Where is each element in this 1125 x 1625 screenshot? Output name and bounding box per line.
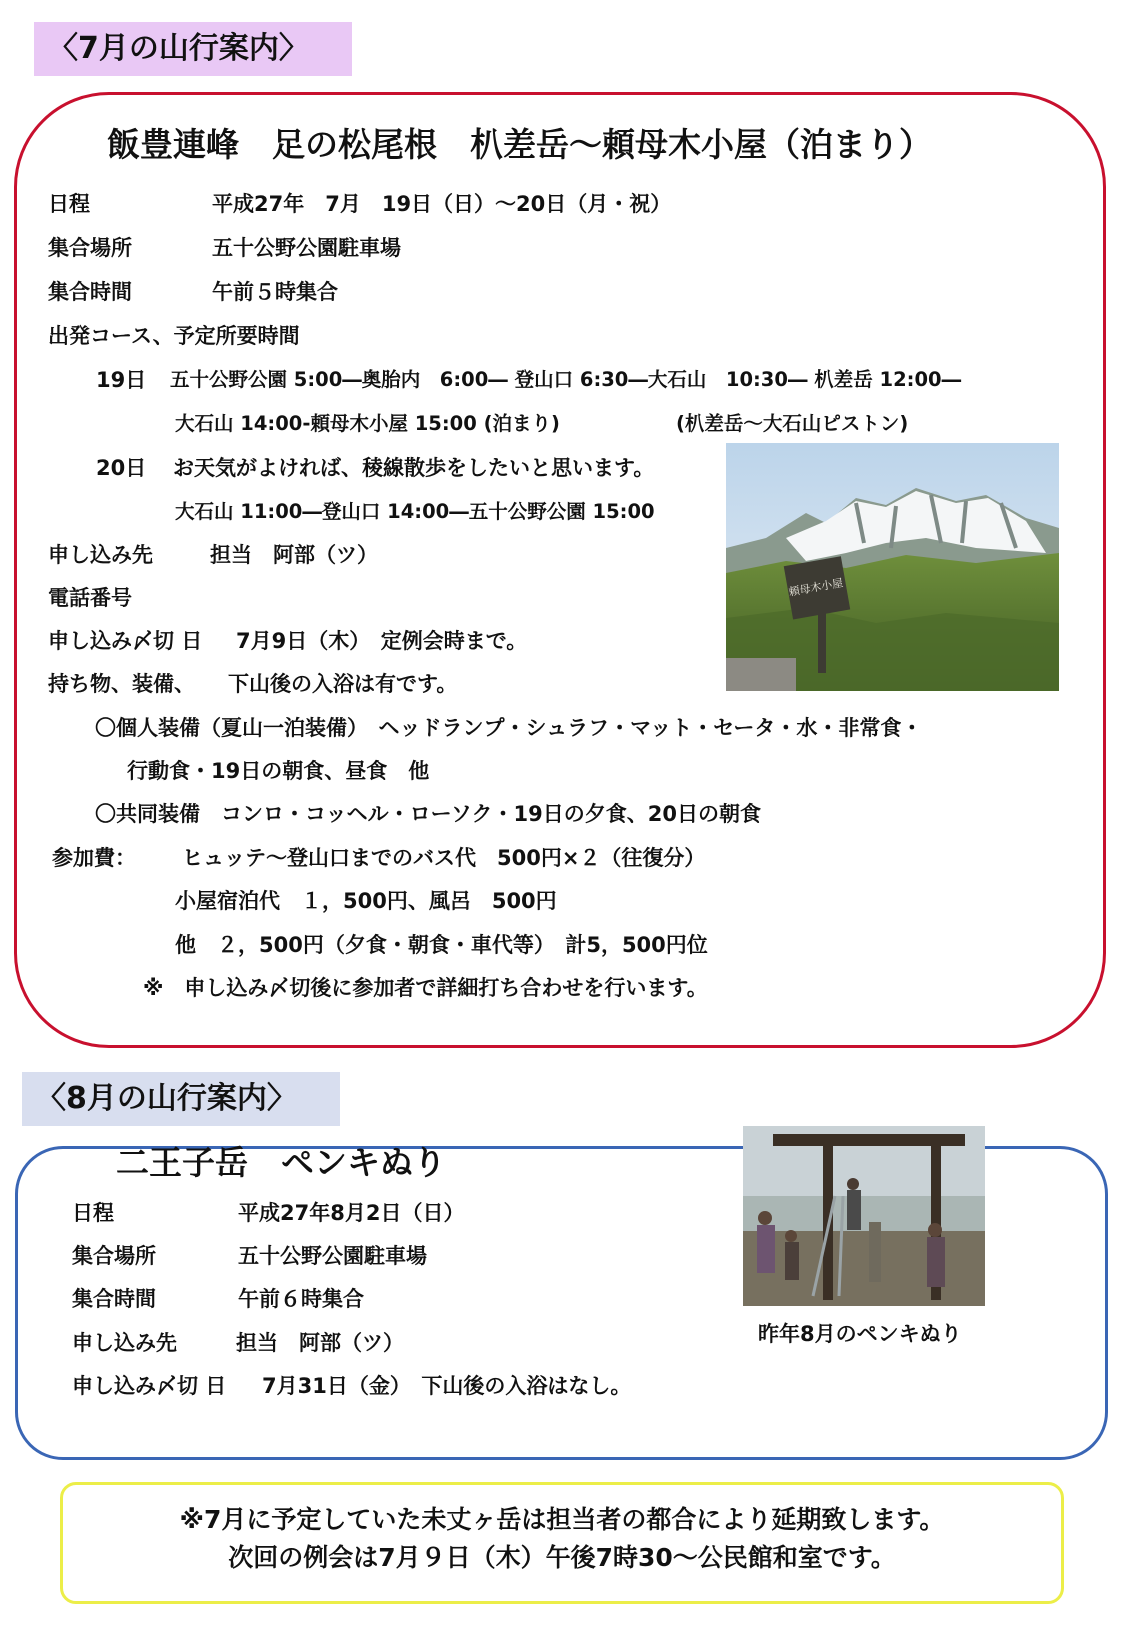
july-apply-value: 担当 阿部（ツ）	[210, 543, 378, 567]
july-day19-route-line2: 大石山 14:00-頼母木小屋 15:00 (泊まり)	[175, 412, 560, 435]
august-photo-caption: 昨年8月のペンキぬり	[758, 1322, 962, 1346]
august-meeting-place-value: 五十公野公園駐車場	[238, 1244, 427, 1268]
july-bath-note: 下山後の入浴は有です。	[228, 672, 458, 696]
july-section-header: 〈7月の山行案内〉	[34, 22, 352, 76]
notice-line1: ※7月に予定していた未丈ヶ岳は担当者の都合により延期致します。	[179, 1505, 945, 1534]
july-course-label: 出発コース、予定所要時間	[48, 324, 300, 348]
august-section-header: 〈8月の山行案内〉	[22, 1072, 340, 1126]
august-meeting-time-value: 午前６時集合	[238, 1287, 364, 1311]
july-apply-label: 申し込み先	[48, 543, 153, 567]
july-schedule-label: 日程	[48, 192, 90, 216]
july-personal-gear-line2: 行動食・19日の朝食、昼食 他	[127, 759, 430, 783]
july-meeting-place-value: 五十公野公園駐車場	[212, 236, 401, 260]
july-meeting-place-label: 集合場所	[48, 236, 132, 260]
july-day19-route-note: (朳差岳～大石山ピストン)	[676, 412, 909, 435]
august-schedule-label: 日程	[72, 1201, 114, 1225]
july-fee-line1: ヒュッテ～登山口までのバス代 500円×２（往復分）	[182, 846, 706, 870]
july-meeting-time-label: 集合時間	[48, 280, 132, 304]
july-deadline-label: 申し込み〆切 日	[48, 629, 203, 653]
july-meeting-time-value: 午前５時集合	[212, 280, 338, 304]
august-painting-photo	[743, 1126, 985, 1306]
august-apply-value: 担当 阿部（ツ）	[236, 1331, 404, 1355]
mountain-photo-image	[726, 443, 1059, 691]
august-event-title: 二王子岳 ペンキぬり	[116, 1143, 446, 1182]
july-fee-line2: 小屋宿泊代 １，500円、風呂 500円	[175, 889, 557, 913]
july-gear-label: 持ち物、装備、	[48, 672, 195, 696]
july-remark: ※ 申し込み〆切後に参加者で詳細打ち合わせを行います。	[143, 976, 708, 1000]
august-deadline-value: 7月31日（金） 下山後の入浴はなし。	[262, 1374, 632, 1398]
august-deadline-label: 申し込み〆切 日	[72, 1374, 227, 1398]
july-deadline-value: 7月9日（木） 定例会時まで。	[236, 629, 528, 653]
notice-line2: 次回の例会は7月９日（木）午後7時30～公民館和室です。	[228, 1543, 896, 1572]
july-phone-label: 電話番号	[48, 586, 132, 610]
august-meeting-place-label: 集合場所	[72, 1244, 156, 1268]
july-mountain-photo	[726, 443, 1059, 691]
july-fee-label: 参加費：	[52, 846, 136, 870]
mountain-hut-sign-text: 頼母木小屋	[787, 576, 845, 599]
july-schedule-value: 平成27年 7月 19日（日）～20日（月・祝）	[212, 192, 672, 216]
august-apply-label: 申し込み先	[72, 1331, 177, 1355]
july-day20-line1: お天気がよければ、稜線散歩をしたいと思います。	[173, 456, 655, 480]
painting-photo-image	[743, 1126, 985, 1306]
july-day19-label: 19日	[96, 368, 147, 392]
august-meeting-time-label: 集合時間	[72, 1287, 156, 1311]
july-personal-gear-line1: 〇個人装備（夏山一泊装備） ヘッドランプ・シュラフ・マット・セータ・水・非常食・	[95, 716, 923, 740]
july-day20-line2: 大石山 11:00―登山口 14:00―五十公野公園 15:00	[175, 500, 655, 523]
july-fee-line3: 他 ２，500円（夕食・朝食・車代等） 計5，500円位	[175, 933, 708, 957]
july-event-title: 飯豊連峰 足の松尾根 朳差岳～頼母木小屋（泊まり）	[107, 125, 932, 164]
july-day19-route-line1: 五十公野公園 5:00―奥胎内 6:00― 登山口 6:30―大石山 10:30― 朳差岳 12:00―	[170, 368, 962, 391]
august-schedule-value: 平成27年8月2日（日）	[238, 1201, 465, 1225]
july-day20-label: 20日	[96, 456, 147, 480]
july-shared-gear: 〇共同装備 コンロ・コッヘル・ローソク・19日の夕食、20日の朝食	[95, 802, 761, 826]
